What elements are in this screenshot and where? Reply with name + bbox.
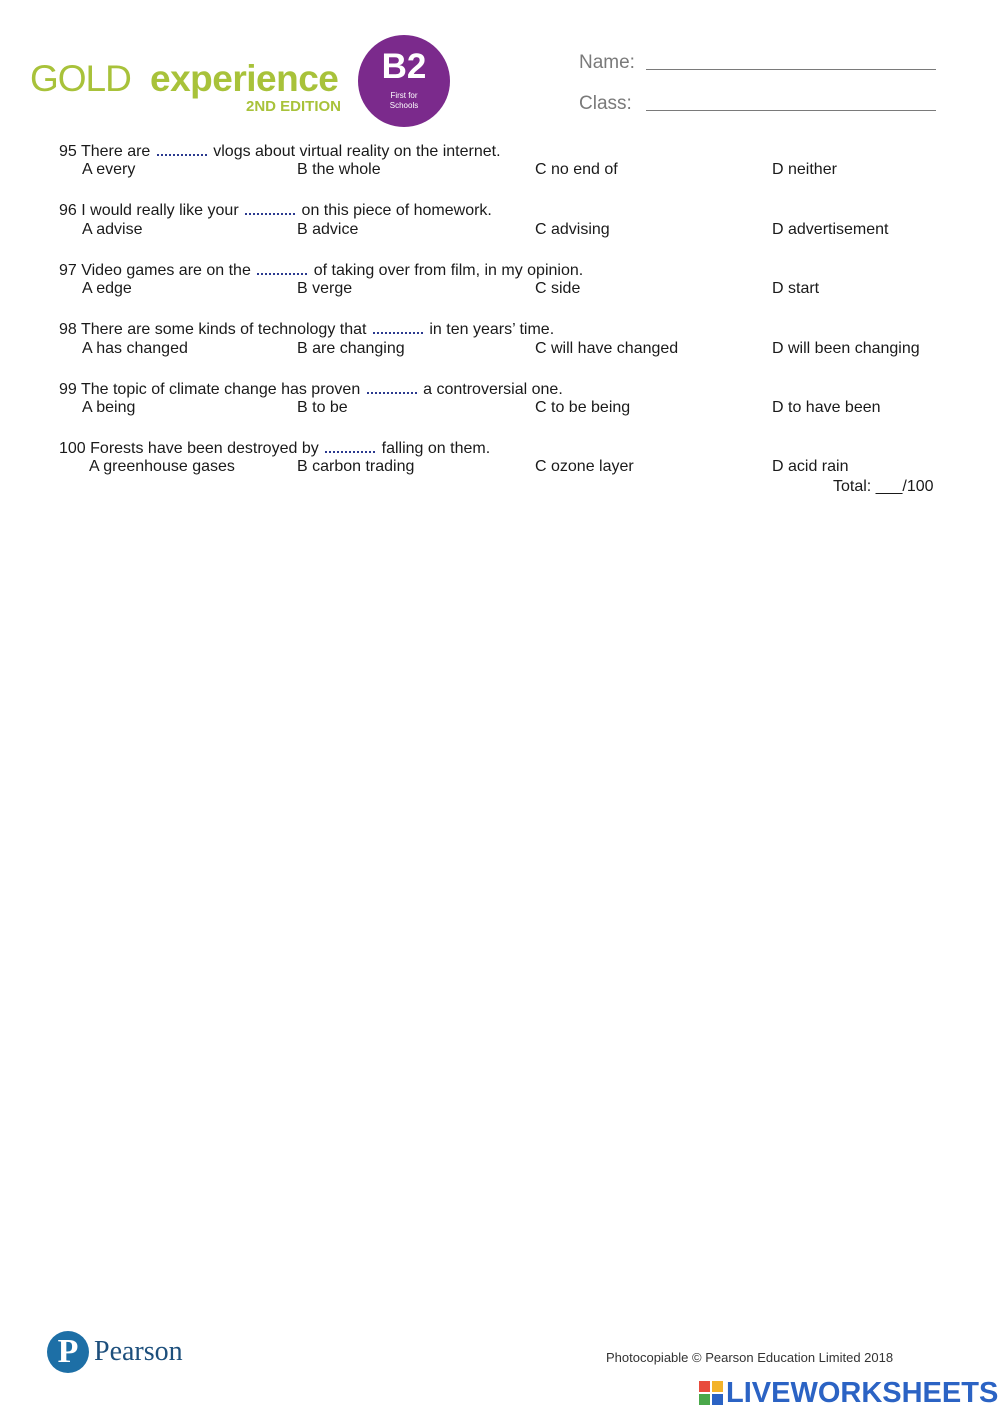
answer-blank[interactable] bbox=[245, 199, 295, 215]
option-d: D acid rain bbox=[772, 458, 849, 475]
option-a: A edge bbox=[82, 280, 132, 297]
total-score: Total: ___/100 bbox=[833, 478, 934, 495]
answer-blank[interactable] bbox=[257, 259, 307, 275]
option-b: B to be bbox=[297, 399, 348, 416]
option-c: C to be being bbox=[535, 399, 631, 416]
question-text-post: a controversial one. bbox=[423, 381, 563, 398]
question-text-pre: 98 There are some kinds of technology that bbox=[59, 321, 367, 338]
question-96 bbox=[59, 199, 492, 220]
option-c: C no end of bbox=[535, 161, 618, 178]
pearson-wordmark: Pearson bbox=[94, 1336, 183, 1367]
answer-blank[interactable] bbox=[157, 140, 207, 156]
question-text-post: on this piece of homework. bbox=[301, 202, 492, 219]
option-d: D advertisement bbox=[772, 221, 889, 238]
name-label: Name: bbox=[579, 52, 635, 73]
question-text-post: falling on them. bbox=[381, 440, 491, 457]
option-c: C advising bbox=[535, 221, 610, 238]
option-d: D will been changing bbox=[772, 340, 920, 357]
question-text-post: in ten years’ time. bbox=[429, 321, 555, 338]
answer-blank[interactable] bbox=[325, 437, 375, 453]
question-98 bbox=[59, 318, 554, 339]
question-text-post: vlogs about virtual reality on the internet. bbox=[213, 143, 501, 160]
option-c: C side bbox=[535, 280, 581, 297]
option-b: B the whole bbox=[297, 161, 381, 178]
question-text-pre: 95 There are bbox=[59, 143, 151, 160]
question-97 bbox=[59, 259, 583, 280]
question-text-pre: 97 Video games are on the bbox=[59, 262, 251, 279]
logo-experience-text: experience bbox=[150, 58, 339, 99]
question-text-pre: 96 I would really like your bbox=[59, 202, 239, 219]
pearson-logo-icon: P bbox=[47, 1331, 89, 1373]
liveworksheets-logo[interactable]: LIVEWORKSHEETS bbox=[726, 1377, 999, 1409]
level-badge bbox=[358, 35, 450, 127]
option-b: B verge bbox=[297, 280, 353, 297]
question-100 bbox=[59, 437, 490, 458]
option-d: D to have been bbox=[772, 399, 881, 416]
question-text-pre: 100 Forests have been destroyed by bbox=[59, 440, 319, 457]
option-d: D start bbox=[772, 280, 820, 297]
class-field[interactable] bbox=[646, 110, 936, 111]
option-a: A being bbox=[82, 399, 136, 416]
class-label: Class: bbox=[579, 93, 632, 114]
copyright-notice: Photocopiable © Pearson Education Limited 2018 bbox=[606, 1350, 894, 1365]
option-c: C ozone layer bbox=[535, 458, 634, 475]
question-text-post: of taking over from film, in my opinion. bbox=[313, 262, 584, 279]
logo-gold-text: GOLD bbox=[30, 58, 131, 99]
logo-edition-text: 2ND EDITION bbox=[246, 98, 342, 115]
answer-blank[interactable] bbox=[373, 318, 423, 334]
option-a: A greenhouse gases bbox=[89, 458, 235, 475]
question-text-pre: 99 The topic of climate change has proven bbox=[59, 381, 361, 398]
option-b: B carbon trading bbox=[297, 458, 415, 475]
question-99 bbox=[59, 378, 563, 399]
option-c: C will have changed bbox=[535, 340, 679, 357]
name-field[interactable] bbox=[646, 69, 936, 70]
option-a: A every bbox=[82, 161, 136, 178]
option-a: A has changed bbox=[82, 340, 188, 357]
option-b: B are changing bbox=[297, 340, 405, 357]
option-b: B advice bbox=[297, 221, 359, 238]
badge-level: B2 bbox=[381, 47, 427, 86]
answer-blank[interactable] bbox=[367, 378, 417, 394]
liveworksheets-icon bbox=[699, 1381, 723, 1405]
option-d: D neither bbox=[772, 161, 837, 178]
badge-subtitle: First for Schools bbox=[389, 91, 419, 110]
option-a: A advise bbox=[82, 221, 143, 238]
question-95 bbox=[59, 140, 501, 161]
